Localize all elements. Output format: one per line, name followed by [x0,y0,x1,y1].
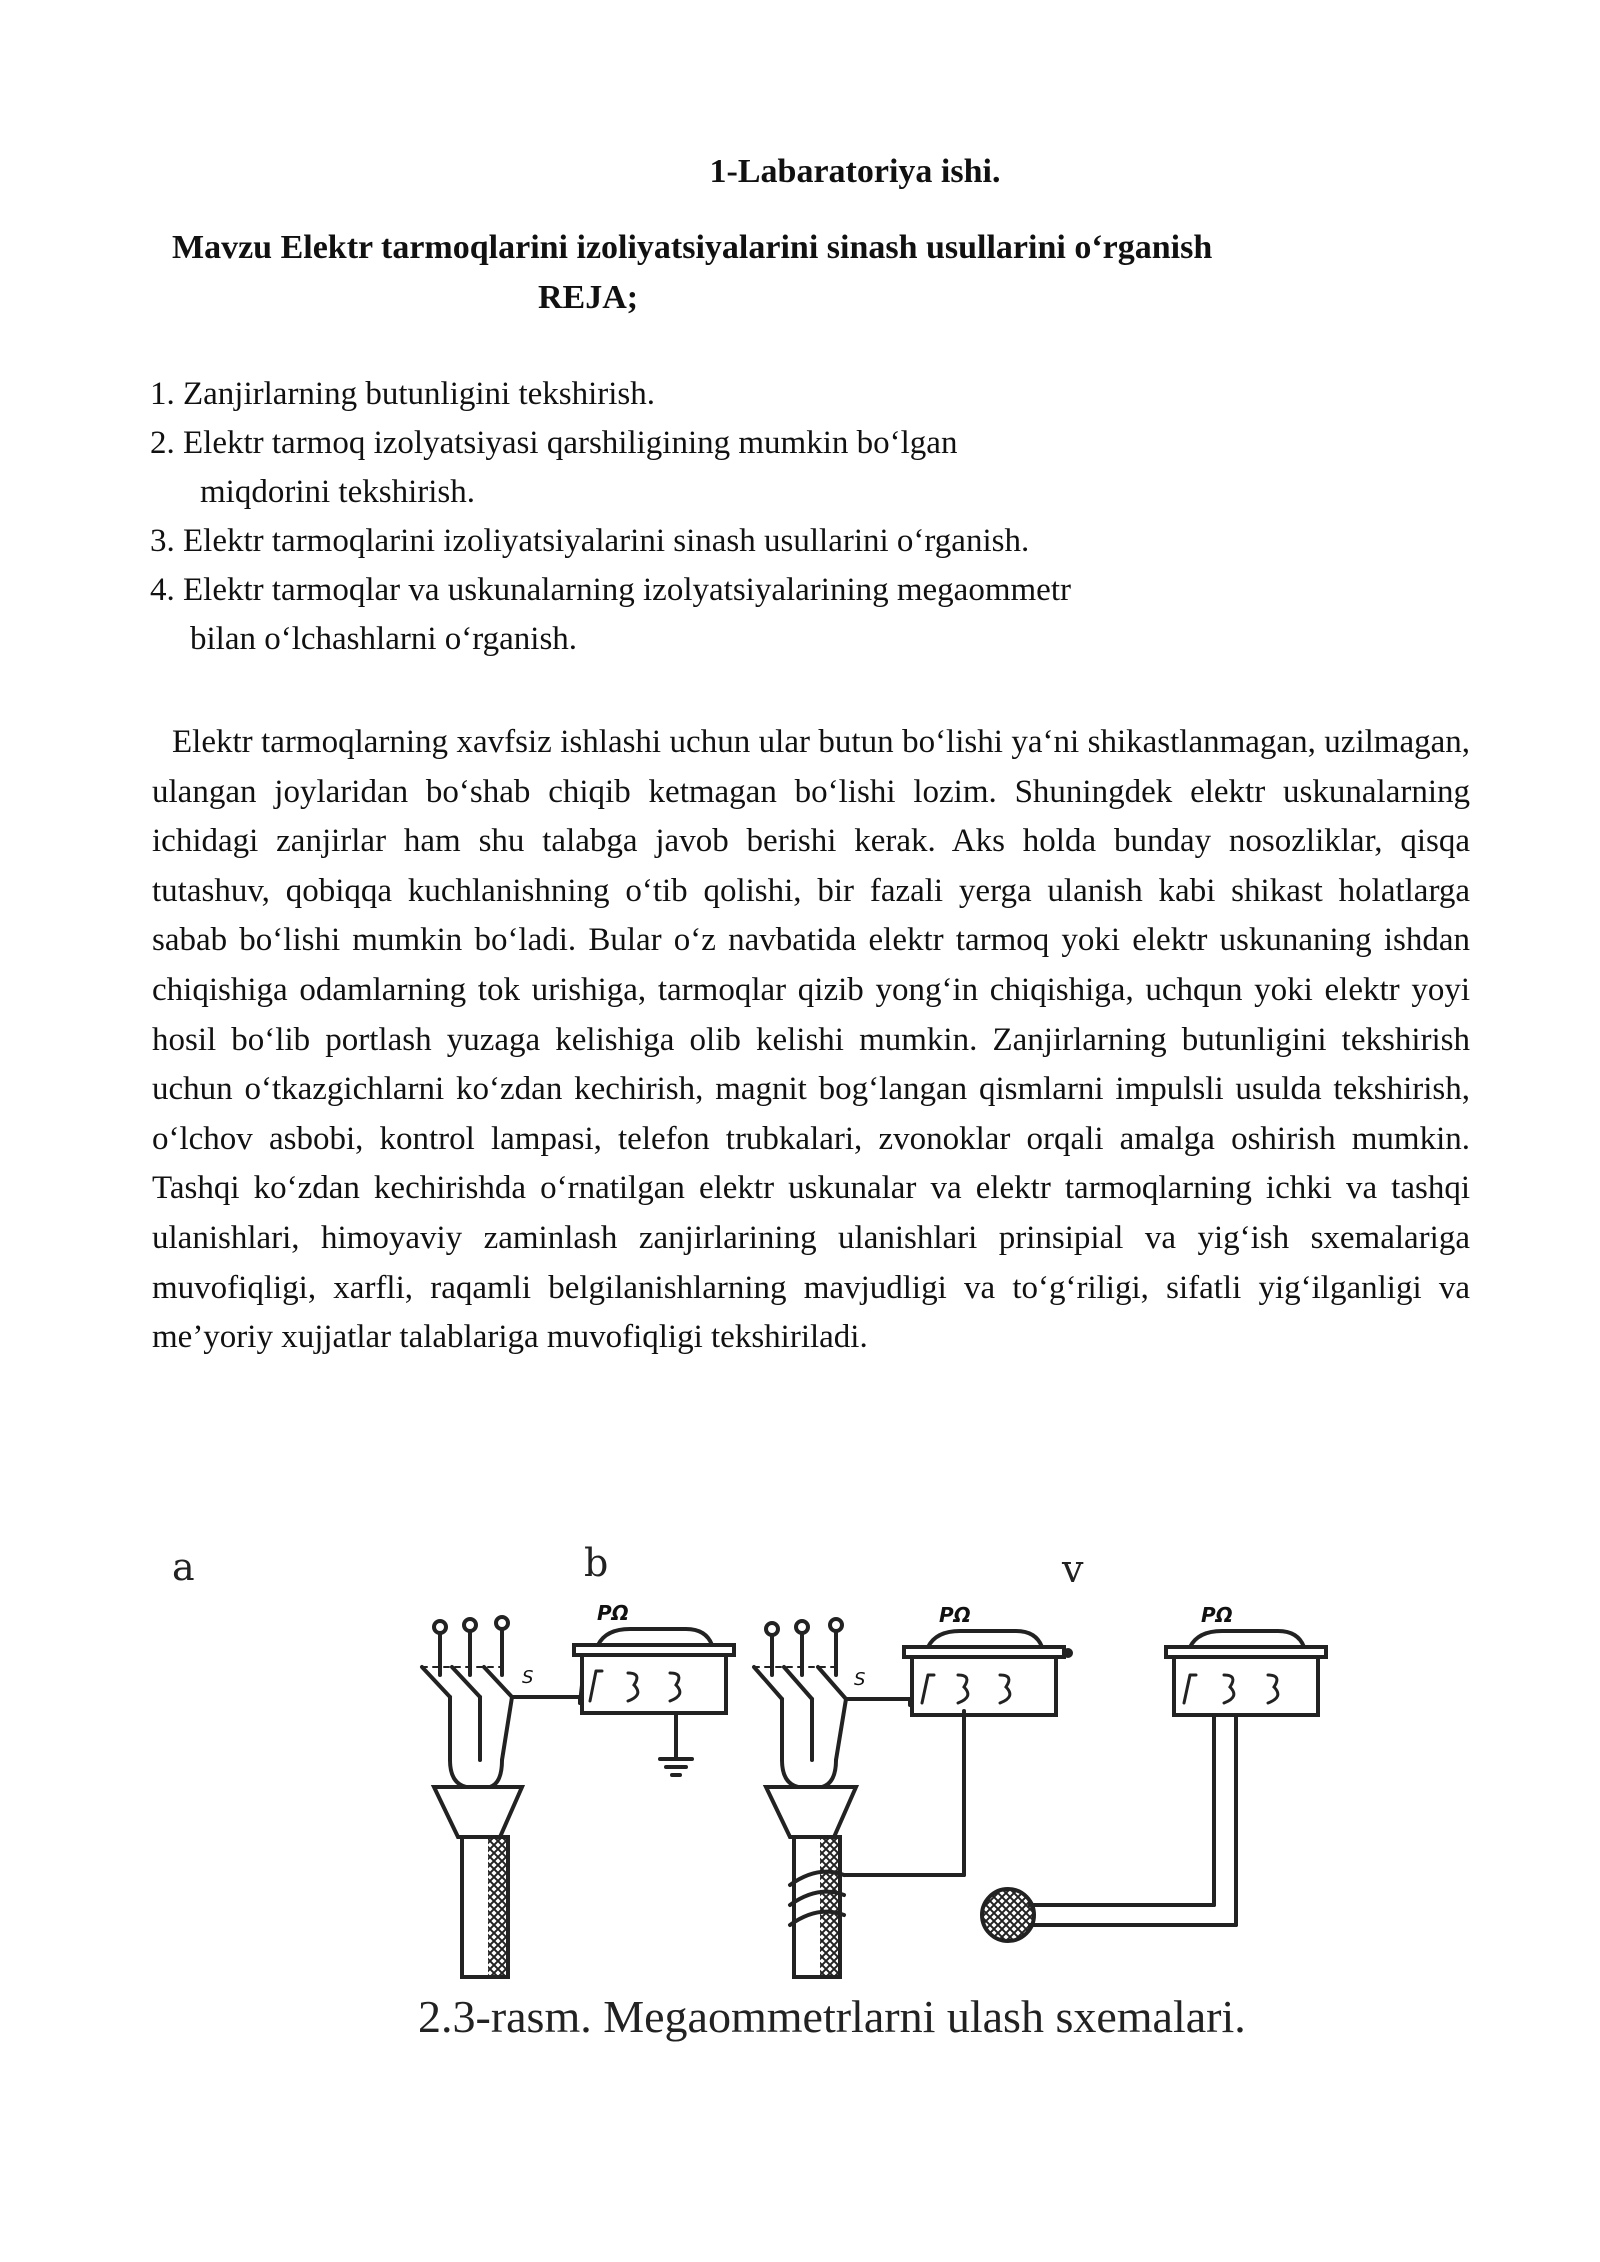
device-label-a: PΩ [597,1601,629,1625]
megohmmeter-schematics [150,1525,1470,1995]
plan-item: 2. Elektr tarmoq izolyatsiyasi qarshiligining mumkin bo‘lgan [150,425,958,461]
plan-item-continuation: bilan o‘lchashlarni o‘rganish. [190,621,578,657]
lab-title: 1-Labaratoriya ishi. [709,153,1001,190]
switch-label-b: S [854,1669,866,1690]
plan-list [150,370,1470,664]
panel-label-b: b [584,1541,609,1585]
plan-item: 4. Elektr tarmoqlar va uskunalarning izolyatsiyalarining megaommetr [150,572,1071,608]
figure-caption: 2.3-rasm. Megaommetrlarni ulash sxemalari. [418,1991,1246,2042]
panel-label-v: v [1062,1547,1084,1591]
topic-heading: Mavzu Elektr tarmoqlarini izoliyatsiyalarini sinash usullarini o‘rganish [172,229,1213,266]
switch-label-a: S [522,1667,534,1688]
body-paragraph: Elektr tarmoqlarning xavfsiz ishlashi uchun ular butun bo‘lishi ya‘ni shikastlanmagan, uzilmagan, ulangan joylaridan bo‘shab chiqib ketmagan bo‘lishi lozim. Shuningdek elektr uskunalarning ichidagi zanjirlar ham shu talabga javob berishi kerak. Aks holda bunday nosozliklar, qisqa tutashuv, qobiqqa kuchlanishning o‘tib qolishi, bir fazali yerga ulanish kabi shikast holatlarga sabab bo‘lishi mumkin bo‘ladi. Bular o‘z navbatida elektr tarmoq yoki elektr uskunaning ishdan chiqishiga odamlarning tok urishiga, tarmoqlar qizib yong‘in chiqishiga, uchqun yoki elektr yoyi hosil bo‘lib portlash yuzaga kelishiga olib kelishi mumkin. Zanjirlarning butunligini tekshirish uchun o‘tkazgichlarni ko‘zdan kechirish, magnit bog‘langan qismlarni impulsli usulda tekshirish, o‘lchov asbobi, kontrol lampasi, telefon trubkalari, zvonoklar orqali amalga oshirish mumkin. Tashqi ko‘zdan kechirishda o‘rnatilgan elektr uskunalar va elektr tarmoqlarning ichki va tashqi ulanishlari, himoyaviy zaminlash zanjirlarining ulanishlari prinsipial va yig‘ish sxemalariga muvofiqligi, xarfli, raqamli belgilanishlarning mavjudligi va to‘g‘riligi, sifatli yig‘ilganligi va me’yoriy xujjatlar talablariga muvofiqligi tekshiriladi. [152,724,1470,1356]
plan-item: 3. Elektr tarmoqlarini izoliyatsiyalarini sinash usullarini o‘rganish. [150,523,1030,559]
plan-item-continuation: miqdorini tekshirish. [200,474,475,510]
schematic-a [422,1617,734,1977]
plan-item: 1. Zanjirlarning butunligini tekshirish. [150,376,656,412]
device-label-b: PΩ [939,1603,971,1627]
panel-label-a: a [172,1545,195,1589]
schematic-v [982,1631,1326,1941]
device-label-v: PΩ [1201,1603,1233,1627]
plan-heading: REJA; [538,279,639,316]
